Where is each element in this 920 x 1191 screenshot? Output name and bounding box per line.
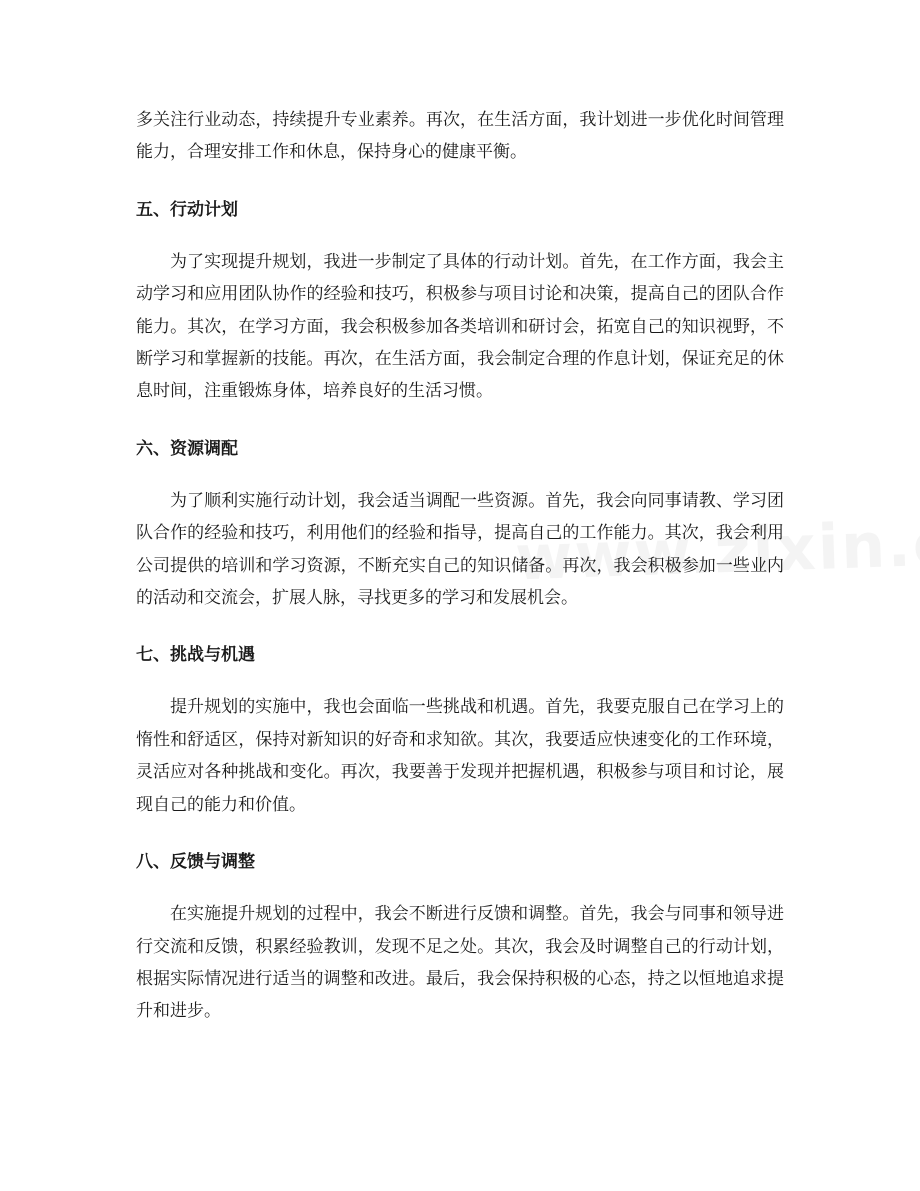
section-heading-feedback-adjustment: 八、反馈与调整 <box>136 852 255 873</box>
section-body-action-plan: 为了实现提升规划，我进一步制定了具体的行动计划。首先，在工作方面，我会主动学习和应用团队协作的经验和技巧，积极参与项目讨论和决策，提高自己的团队合作能力。其次，在学习方面，我会积极参加各类培训和研讨会，拓宽自己的知识视野，不断学习和掌握新的技能。再次，在生活方面，我会制定合理的作息计划，保证充足的休息时间，注重锻炼身体，培养良好的生活习惯。 <box>136 251 784 402</box>
section-body-challenges-opportunities: 提升规划的实施中，我也会面临一些挑战和机遇。首先，我要克服自己在学习上的惰性和舒适区，保持对新知识的好奇和求知欲。其次，我要适应快速变化的工作环境，灵活应对各种挑战和变化。再次，我要善于发现并把握机遇，积极参与项目和讨论，展现自己的能力和价值。 <box>136 697 784 815</box>
section-heading-action-plan: 五、行动计划 <box>136 199 238 220</box>
intro-paragraph: 多关注行业动态，持续提升专业素养。再次，在生活方面，我计划进一步优化时间管理能力，合理安排工作和休息，保持身心的健康平衡。 <box>136 110 784 163</box>
document-body <box>136 104 784 1028</box>
section-body-feedback-adjustment: 在实施提升规划的过程中，我会不断进行反馈和调整。首先，我会与同事和领导进行交流和反馈，积累经验教训，发现不足之处。其次，我会及时调整自己的行动计划，根据实际情况进行适当的调整和改进。最后，我会保持积极的心态，持之以恒地追求提升和进步。 <box>136 904 784 1022</box>
section-heading-resource-allocation: 六、资源调配 <box>136 438 238 459</box>
section-body-resource-allocation: 为了顺利实施行动计划，我会适当调配一些资源。首先，我会向同事请教、学习团队合作的经验和技巧，利用他们的经验和指导，提高自己的工作能力。其次，我会利用公司提供的培训和学习资源，不断充实自己的知识储备。再次，我会积极参加一些业内的活动和交流会，扩展人脉，寻找更多的学习和发展机会。 <box>136 490 784 609</box>
section-heading-challenges-opportunities: 七、挑战与机遇 <box>136 645 255 666</box>
